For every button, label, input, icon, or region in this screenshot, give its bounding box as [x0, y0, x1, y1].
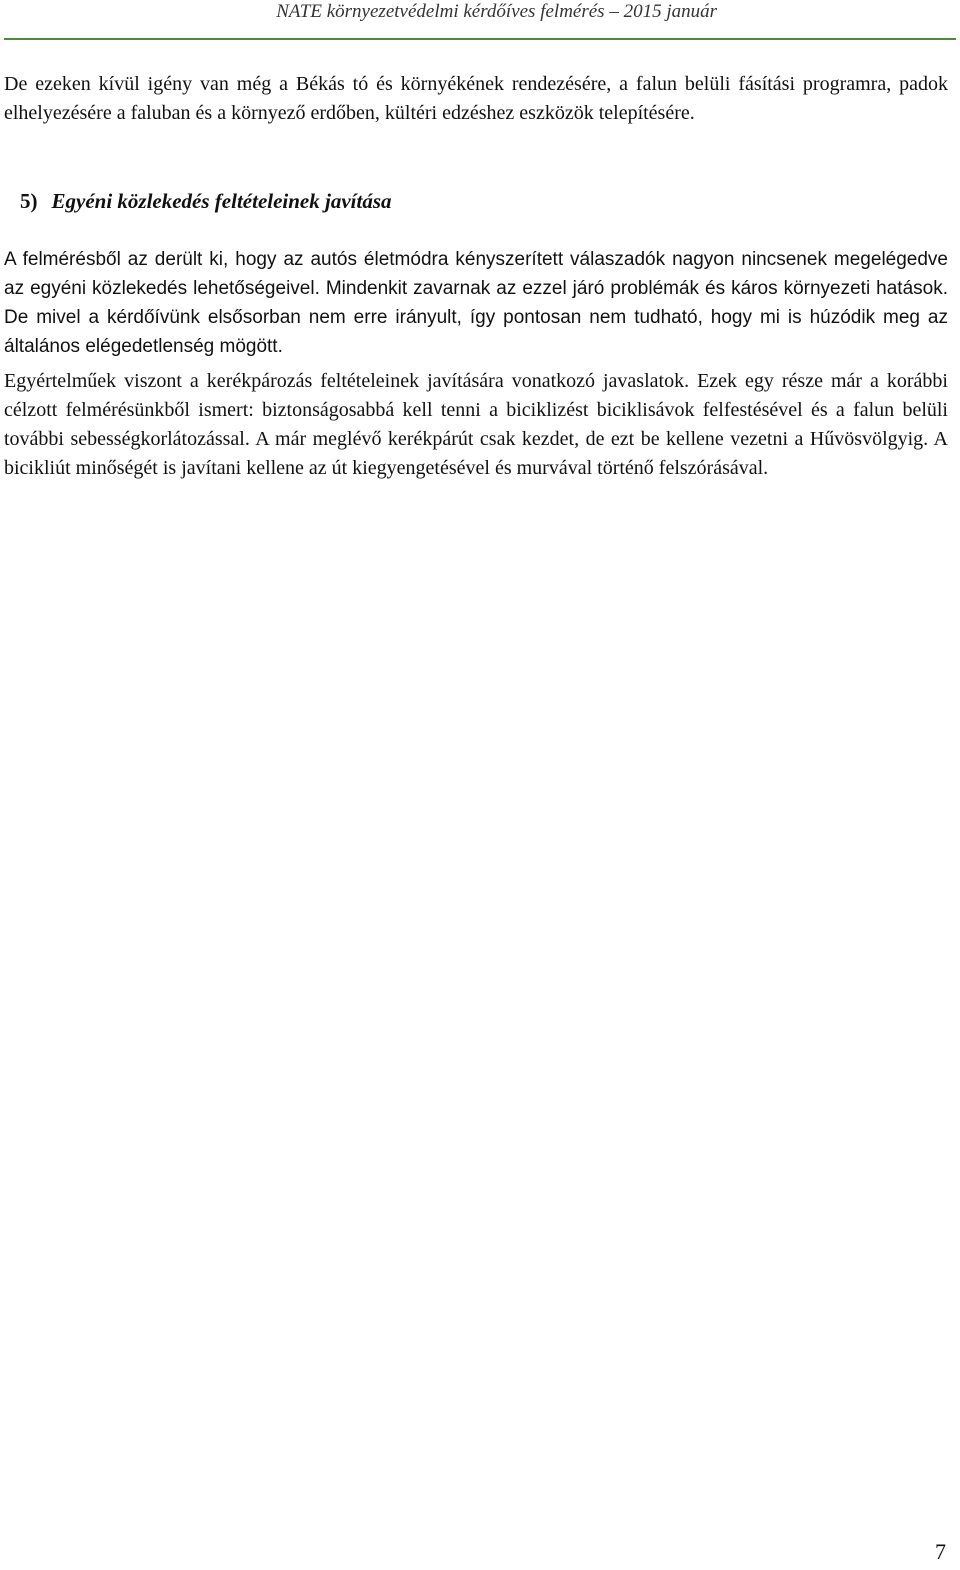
running-header: NATE környezetvédelmi kérdőíves felmérés – 2015 január [276, 1, 717, 22]
section-number: 5) [20, 189, 38, 213]
paragraph-3: Egyértelműek viszont a kerékpározás feltételeinek javítására vonatkozó javaslatok. Ezek egy része már a korábbi célzott felmérésünkből ismert: biztonságosabbá kell tenni a biciklizést biciklisávok felfestésével és a falun belüli további sebességkorlátozással. A már meglévő kerékpárút csak kezdet, de ezt be kellene vezetni a Hűvösvölgyig. A bicikliút minőségét is javítani kellene az út kiegyengetésével és murvával történő felszórásával. [4, 370, 948, 479]
header-divider [4, 38, 956, 40]
paragraph-1: De ezeken kívül igény van még a Békás tó és környékének rendezésére, a falun belüli fásítási programra, padok elhelyezésére a faluban és a környező erdőben, kültéri edzéshez eszközök telepítésére. [4, 73, 948, 124]
section-heading [20, 187, 392, 215]
paragraph-2: A felmérésből az derült ki, hogy az autós életmódra kényszerített válaszadók nagyon nincsenek megelégedve az egyéni közlekedés lehetőségeivel. Mindenkit zavarnak az ezzel járó problémák és káros környezeti hatások. De mivel a kérdőívünk elsősorban nem erre irányult, így pontosan nem tudható, hogy mi is húzódik meg az általános elégedetlenség mögött. [4, 249, 948, 357]
page-number: 7 [935, 1539, 946, 1564]
section-title: Egyéni közlekedés feltételeinek javítása [51, 189, 392, 213]
